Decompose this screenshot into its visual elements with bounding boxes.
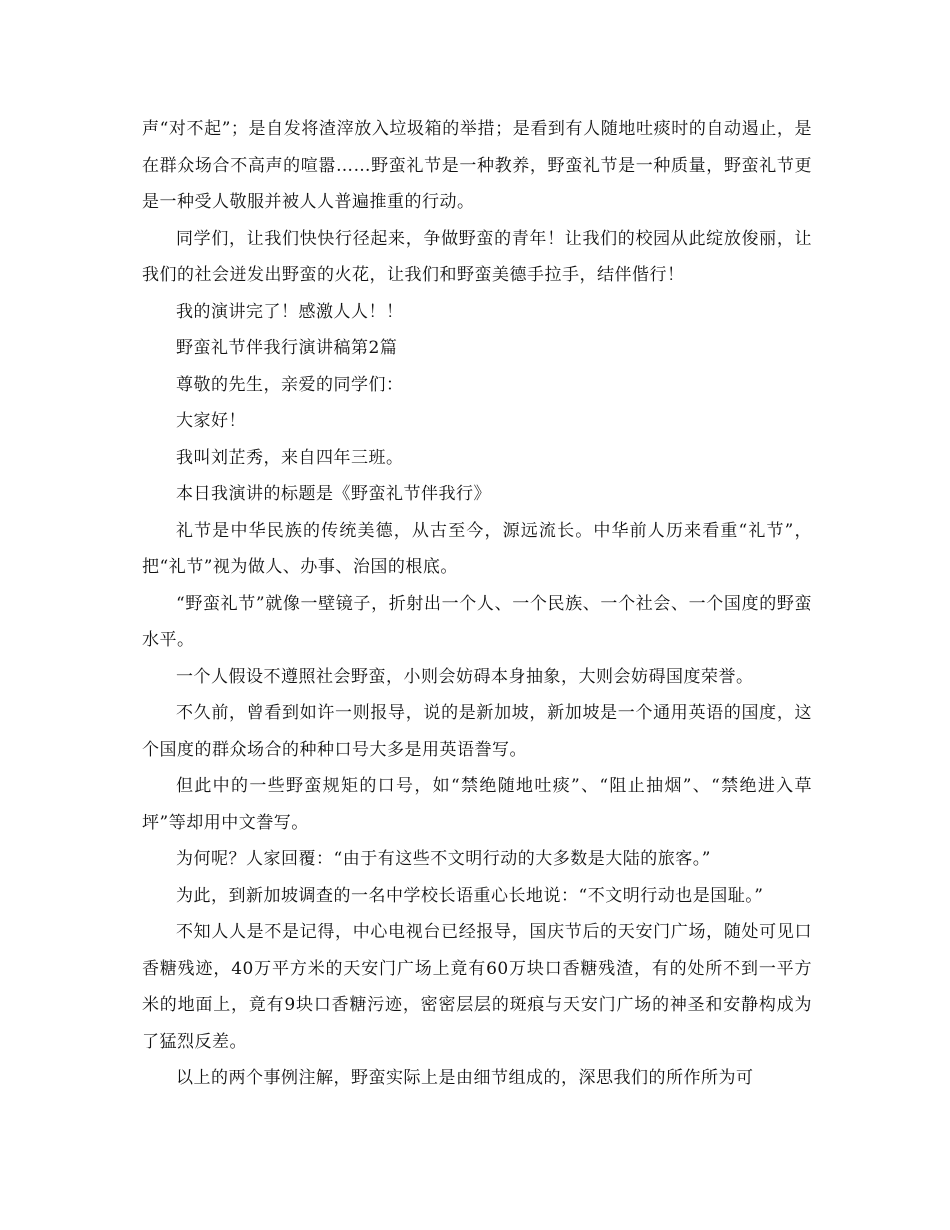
greeting: 大家好！	[176, 411, 246, 431]
paragraph: “野蛮礼节”就像一壁镜子，折射出一个人、一个民族、一个社会、一个国度的野蛮水平。	[142, 593, 812, 650]
paragraph: 不久前，曾看到如许一则报导，说的是新加坡，新加坡是一个通用英语的国度，这个国度的群众场合的种种口号大多是用英语誊写。	[142, 703, 812, 760]
paragraph: 我叫刘芷秀，来自四年三班。	[176, 447, 404, 468]
document-body	[142, 111, 812, 1097]
paragraph: 但此中的一些野蛮规矩的口号，如“禁绝随地吐痰”、“阻止抽烟”、“禁绝进入草坪”等却用中文誊写。	[142, 776, 812, 833]
paragraph: 我的演讲完了！感激人人！！	[176, 301, 404, 322]
paragraph: 本日我演讲的标题是《野蛮礼节伴我行》	[176, 484, 491, 504]
paragraph: 为何呢？人家回覆：“由于有这些不文明行动的大多数是大陆的旅客。”	[176, 849, 711, 869]
paragraph: 一个人假设不遵照社会野蛮，小则会妨碍本身抽象，大则会妨碍国度荣誉。	[176, 666, 754, 687]
paragraph: 礼节是中华民族的传统美德，从古至今，源远流长。中华前人历来看重“礼节”，把“礼节”视为做人、办事、治国的根底。	[142, 520, 812, 577]
paragraph: 为此，到新加坡调查的一名中学校长语重心长地说：“不文明行动也是国耻。”	[176, 885, 764, 906]
paragraph: 以上的两个事例注解，野蛮实际上是由细节组成的，深思我们的所作所为可	[176, 1068, 754, 1088]
section-heading: 野蛮礼节伴我行演讲稿第2篇	[176, 338, 398, 358]
paragraph: 不知人人是不是记得，中心电视台已经报导，国庆节后的天安门广场，随处可见口香糖残迹，40万平方米的天安门广场上竟有60万块口香糖残渣，有的处所不到一平方米的地面上，竟有9块口香糖污迹，密密层层的斑痕与天安门广场的神圣和安静构成为了猛烈反差。	[142, 922, 812, 1052]
salutation: 尊敬的先生，亲爱的同学们：	[176, 374, 404, 395]
paragraph: 声“对不起”；是自发将渣滓放入垃圾箱的举措；是看到有人随地吐痰时的自动遏止，是在群众场合不高声的喧嚣……野蛮礼节是一种教养，野蛮礼节是一种质量，野蛮礼节更是一种受人敬服并被人人普遍推重的行动。	[142, 119, 812, 212]
paragraph: 同学们，让我们快快行径起来，争做野蛮的青年！让我们的校园从此绽放俊丽，让我们的社会迸发出野蛮的火花，让我们和野蛮美德手拉手，结伴偕行！	[142, 228, 812, 285]
